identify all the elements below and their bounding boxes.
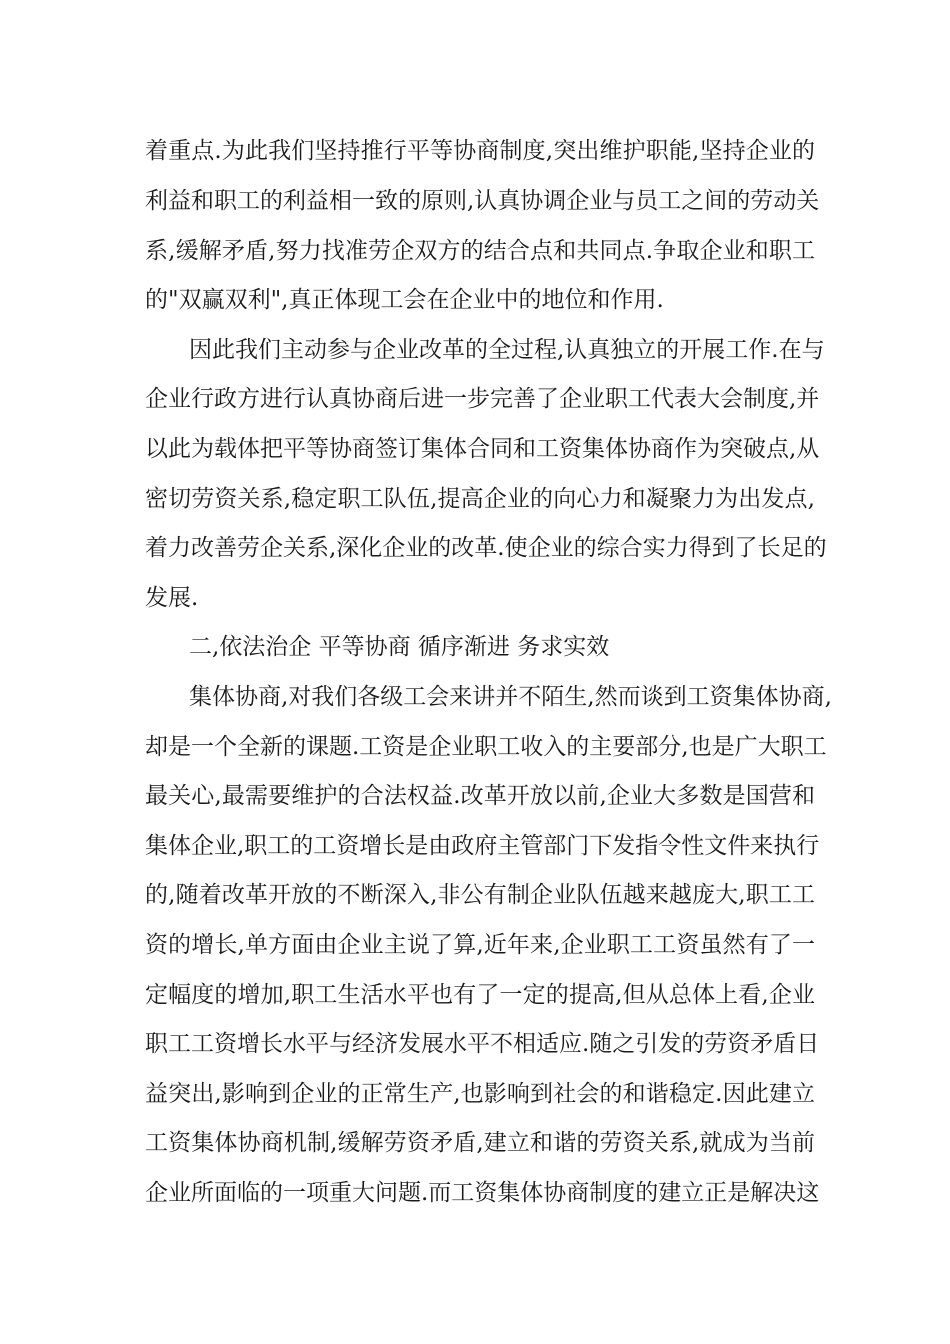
text-line: 利益和职工的利益相一致的原则,认真协调企业与员工之间的劳动关 xyxy=(145,188,820,214)
text-line: 的"双赢双利",真正体现工会在企业中的地位和作用. xyxy=(145,287,664,313)
text-line: 着力改善劳企关系,深化企业的改革.使企业的综合实力得到了长足的 xyxy=(145,535,827,561)
text-line: 企业行政方进行认真协商后进一步完善了企业职工代表大会制度,并 xyxy=(145,386,820,412)
text-line: 的,随着改革开放的不断深入,非公有制企业队伍越来越庞大,职工工 xyxy=(145,882,815,908)
text-line: 企业所面临的一项重大问题.而工资集体协商制度的建立正是解决这 xyxy=(145,1180,820,1206)
text-line: 工资集体协商机制,缓解劳资矛盾,建立和谐的劳资关系,就成为当前 xyxy=(145,1130,815,1156)
text-line: 资的增长,单方面由企业主说了算,近年来,企业职工工资虽然有了一 xyxy=(145,932,815,958)
text-line: 职工工资增长水平与经济发展水平不相适应.随之引发的劳资矛盾日 xyxy=(145,1031,820,1057)
paragraph-first-line: 因此我们主动参与企业改革的全过程,认真独立的开展工作.在与 xyxy=(189,337,825,363)
text-line: 发展. xyxy=(145,585,199,611)
text-line: 以此为载体把平等协商签订集体合同和工资集体协商作为突破点,从 xyxy=(145,436,820,462)
section-heading: 二,依法治企 平等协商 循序渐进 务求实效 xyxy=(189,634,610,660)
text-line: 集体企业,职工的工资增长是由政府主管部门下发指令性文件来执行 xyxy=(145,833,820,859)
text-line: 系,缓解矛盾,努力找准劳企双方的结合点和共同点.争取企业和职工 xyxy=(145,238,815,264)
text-line: 定幅度的增加,职工生活水平也有了一定的提高,但从总体上看,企业 xyxy=(145,982,815,1008)
text-line: 最关心,最需要维护的合法权益.改革开放以前,企业大多数是国营和 xyxy=(145,783,815,809)
paragraph-first-line: 集体协商,对我们各级工会来讲并不陌生,然而谈到工资集体协商, xyxy=(189,684,832,710)
text-line: 却是一个全新的课题.工资是企业职工收入的主要部分,也是广大职工 xyxy=(145,734,827,760)
text-line: 密切劳资关系,稳定职工队伍,提高企业的向心力和凝聚力为出发点, xyxy=(145,486,815,512)
text-line: 着重点.为此我们坚持推行平等协商制度,突出维护职能,坚持企业的 xyxy=(145,138,815,164)
text-line: 益突出,影响到企业的正常生产,也影响到社会的和谐稳定.因此建立 xyxy=(145,1081,815,1107)
